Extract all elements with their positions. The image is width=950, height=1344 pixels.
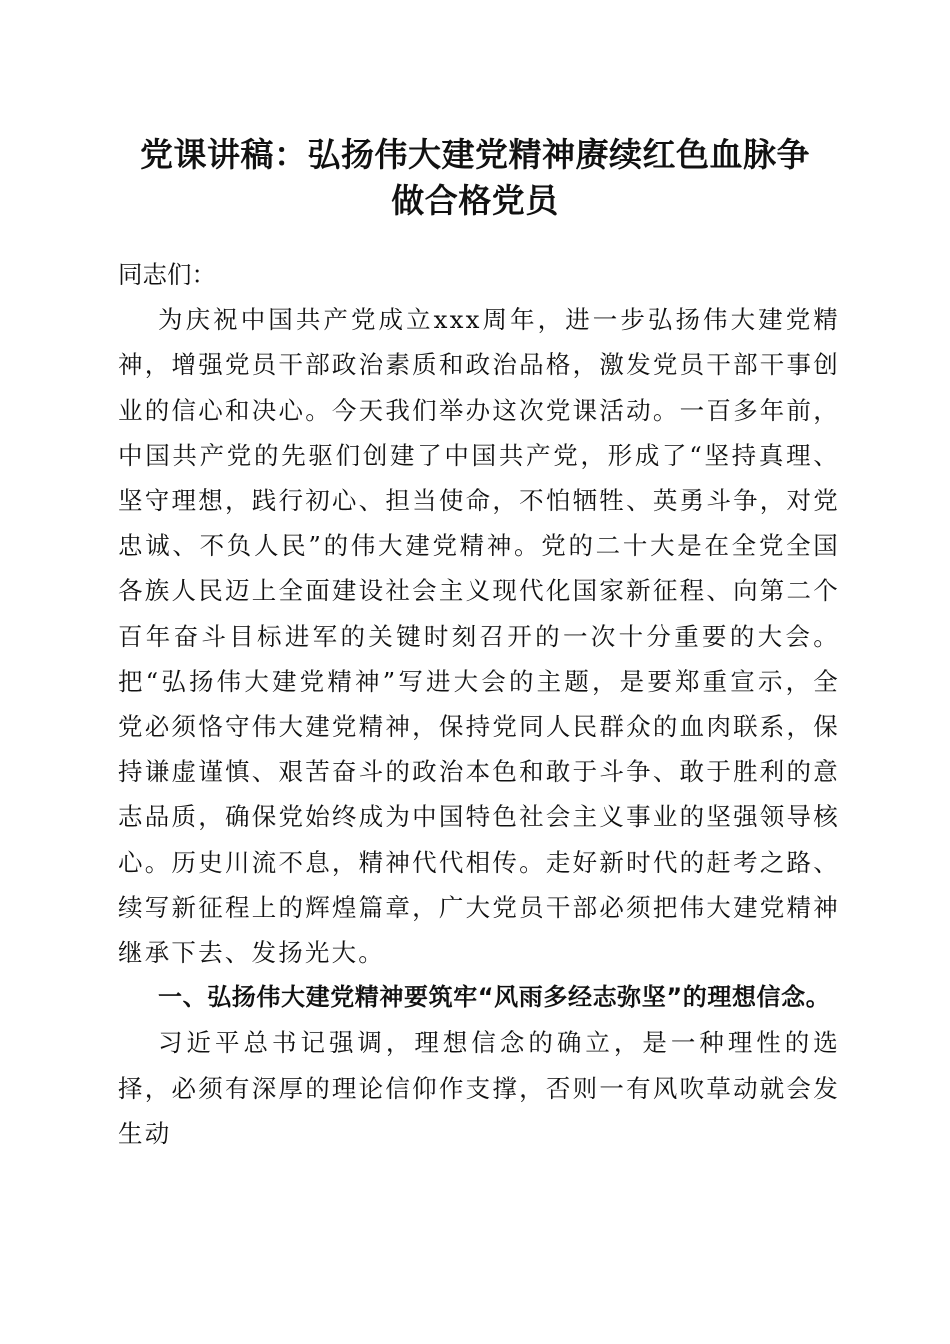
greeting: 同志们： (118, 260, 216, 289)
paragraph-section-1: 习近平总书记强调，理想信念的确立，是一种理性的选择，必须有深厚的理论信仰作支撑，否则一有风吹草动就会发生动 (118, 1028, 840, 1148)
title-line-2: 做合格党员 (391, 181, 559, 220)
document-body (118, 252, 840, 1156)
paragraph-intro: 为庆祝中国共产党成立xxx周年，进一步弘扬伟大建党精神，增强党员干部政治素质和政治品格，激发党员干部干事创业的信心和决心。今天我们举办这次党课活动。一百多年前，中国共产党的先驱们创建了中国共产党，形成了“坚持真理、坚守理想，践行初心、担当使命，不怕牺牲、英勇斗争，对党忠诚、不负人民”的伟大建党精神。党的二十大是在全党全国各族人民迈上全面建设社会主义现代化国家新征程、向第二个百年奋斗目标进军的关键时刻召开的一次十分重要的大会。把“弘扬伟大建党精神”写进大会的主题，是要郑重宣示，全党必须恪守伟大建党精神，保持党同人民群众的血肉联系，保持谦虚谨慎、艰苦奋斗的政治本色和敢于斗争、敢于胜利的意志品质，确保党始终成为中国特色社会主义事业的坚强领导核心。历史川流不息，精神代代相传。走好新时代的赶考之路、续写新征程上的辉煌篇章，广大党员干部必须把伟大建党精神继承下去、发扬光大。 (118, 305, 840, 968)
document-title (110, 132, 840, 224)
section-heading-1: 一、弘扬伟大建党精神要筑牢“风雨多经志弥坚”的理想信念。 (158, 983, 831, 1012)
title-line-1: 党课讲稿：弘扬伟大建党精神赓续红色血脉争 (140, 135, 810, 174)
